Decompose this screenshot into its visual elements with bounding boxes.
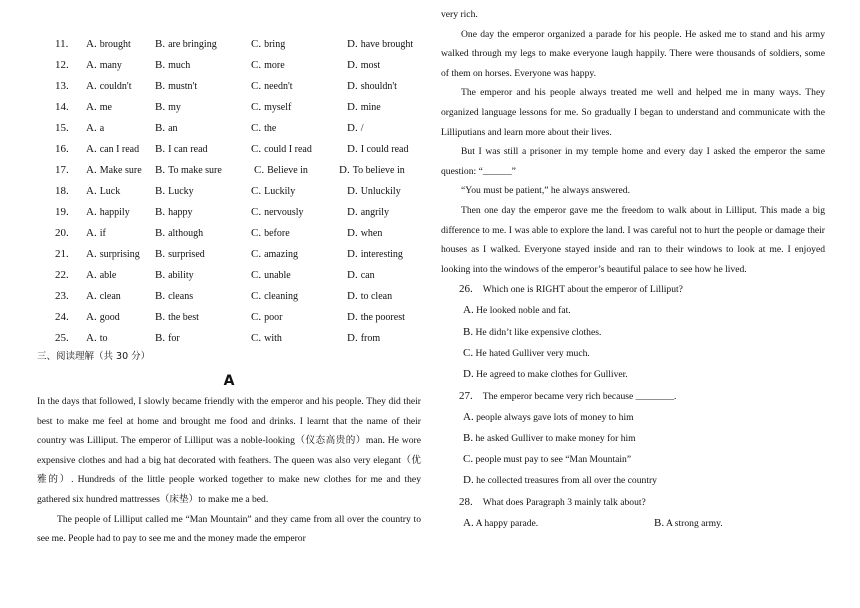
question-number: 17.: [55, 164, 69, 176]
option-a[interactable]: A. Make sure: [86, 164, 142, 176]
choice-26-a[interactable]: A. He looked noble and fat.: [463, 304, 571, 317]
option-a[interactable]: A. if: [86, 227, 106, 239]
question-27: [441, 386, 825, 407]
question-number: 21.: [55, 248, 69, 260]
option-d[interactable]: D. have brought: [347, 38, 414, 50]
option-a[interactable]: A. able: [86, 269, 117, 281]
question-26: [441, 279, 825, 300]
option-b[interactable]: B. an: [155, 122, 178, 134]
option-row: [37, 95, 421, 116]
paragraph: The emperor and his people always treated me well and helped me in many ways. They organized language lessons for me. So gradually I began to understand and communicate with the Lilliputians and learn more about their lives.: [441, 87, 825, 138]
question-number: 26.: [459, 283, 473, 296]
option-c[interactable]: C. Luckily: [251, 185, 296, 197]
option-a[interactable]: A. a: [86, 122, 105, 134]
question-number: 14.: [55, 101, 69, 113]
option-b[interactable]: B. much: [155, 59, 191, 71]
option-b[interactable]: B. mustn't: [155, 80, 198, 92]
choice-27-b[interactable]: B. he asked Gulliver to make money for him: [463, 431, 636, 444]
option-b[interactable]: B. To make sure: [155, 164, 222, 176]
option-d[interactable]: D. To believe in: [339, 164, 405, 176]
option-row: [37, 137, 421, 158]
option-d[interactable]: D. I could read: [347, 143, 409, 155]
option-b[interactable]: B. surprised: [155, 248, 205, 260]
paragraph: But I was still a prisoner in my temple home and every day I asked the emperor the same question: “______”: [441, 146, 825, 177]
option-b[interactable]: B. although: [155, 227, 204, 239]
option-row: [37, 242, 421, 263]
question-number: 20.: [55, 227, 69, 239]
question-number: 24.: [55, 311, 69, 323]
question-text: Which one is RIGHT about the emperor of Lilliput?: [482, 284, 683, 296]
option-d[interactable]: D. can: [347, 269, 375, 281]
choice-26-d[interactable]: D. He agreed to make clothes for Gulliver.: [463, 368, 628, 381]
question-number: 12.: [55, 59, 69, 71]
option-c[interactable]: C. before: [251, 227, 290, 239]
option-row: [37, 158, 421, 179]
option-d[interactable]: D. most: [347, 59, 381, 71]
paragraph: “You must be patient,” he always answered.: [461, 185, 631, 197]
option-row: [37, 116, 421, 137]
right-column: [441, 0, 825, 534]
question-number: 28.: [459, 495, 473, 508]
option-a[interactable]: A. many: [86, 59, 122, 71]
question-number: 16.: [55, 143, 69, 155]
option-a[interactable]: A. surprising: [86, 248, 140, 260]
left-column: [37, 0, 421, 549]
option-row: [37, 326, 421, 347]
choice-27-d[interactable]: D. he collected treasures from all over the country: [463, 474, 657, 487]
option-d[interactable]: D. Unluckily: [347, 185, 401, 197]
question-text: What does Paragraph 3 mainly talk about?: [482, 496, 646, 508]
choice-27-c[interactable]: C. people must pay to see “Man Mountain”: [463, 453, 632, 466]
option-c[interactable]: C. with: [251, 332, 282, 344]
option-b[interactable]: B. Lucky: [155, 185, 194, 197]
option-a[interactable]: A. can I read: [86, 143, 140, 155]
option-b[interactable]: B. for: [155, 332, 180, 344]
choices-28-row: [441, 513, 825, 534]
option-b[interactable]: B. cleans: [155, 290, 194, 302]
option-d[interactable]: D. mine: [347, 101, 381, 113]
paragraph-1: In the days that followed, I slowly became friendly with the emperor and his people. They did their best to make me feel at home and brought me food and drinks. I learnt that the name of their country was Lilliput. The emperor of Lilliput was a noble-looking（仪态高贵的）man. He wore expensive clothes and had a big hat decorated with feathers. The queen was also very elegant（优雅的）. Hundreds of the little people worked together to make new clothes for me and they gathered six hundred mattresses（床垫）to make me a bed.: [37, 396, 421, 505]
paragraph: One day the emperor organized a parade for his people. He asked me to stand and his army walked through my legs to make everyone laugh happily. There were thousands of soldiers, some of them on horses. Everyone was happy.: [441, 28, 825, 79]
paragraph-2: The people of Lilliput called me “Man Mountain” and they came from all over the country to see me. People had to pay to see me and the money made the emperor: [37, 513, 421, 545]
question-number: 23.: [55, 290, 69, 302]
option-d[interactable]: D. interesting: [347, 248, 403, 260]
question-number: 15.: [55, 122, 69, 134]
question-number: 18.: [55, 185, 69, 197]
question-text: The emperor became very rich because ________.: [482, 390, 677, 402]
option-d[interactable]: D. shouldn't: [347, 80, 397, 92]
option-c[interactable]: C. could I read: [251, 143, 312, 155]
option-c[interactable]: C. Believe in: [254, 164, 308, 176]
paragraph: Then one day the emperor gave me the freedom to walk about in Lilliput. This made a big difference to me. I was able to explore the land. I was careful not to hurt the people or damage their houses as I walked. Everyone stayed inside and ran to their windows to look at me. I enjoyed looking into the windows of the emperor’s beautiful palace to see how he lived.: [441, 204, 825, 275]
option-a[interactable]: A. good: [86, 311, 120, 323]
option-row: [37, 263, 421, 284]
option-d[interactable]: D. when: [347, 227, 383, 239]
option-a[interactable]: A. Luck: [86, 185, 121, 197]
option-a[interactable]: A. happily: [86, 206, 130, 218]
option-a[interactable]: A. brought: [86, 38, 131, 50]
option-c[interactable]: C. the: [251, 122, 277, 134]
section-title: 三、阅读理解（共 30 分）: [37, 351, 151, 362]
paragraph: very rich.: [441, 9, 478, 20]
option-a[interactable]: A. clean: [86, 290, 121, 302]
option-row: [37, 32, 421, 53]
option-a[interactable]: A. couldn't: [86, 80, 132, 92]
passage-title: A: [223, 373, 235, 389]
option-b[interactable]: B. I can read: [155, 143, 208, 155]
option-c[interactable]: C. more: [251, 59, 285, 71]
option-row: [37, 200, 421, 221]
option-a[interactable]: A. to: [86, 332, 108, 344]
option-c[interactable]: C. poor: [251, 311, 283, 323]
option-b[interactable]: B. ability: [155, 269, 194, 281]
option-b[interactable]: B. are bringing: [155, 38, 217, 50]
option-a[interactable]: A. me: [86, 101, 112, 113]
option-c[interactable]: C. cleaning: [251, 290, 298, 302]
option-c[interactable]: C. bring: [251, 38, 286, 50]
option-b[interactable]: B. the best: [155, 311, 199, 323]
option-c[interactable]: C. unable: [251, 269, 291, 281]
question-28: [441, 492, 825, 513]
question-number: 25.: [55, 332, 69, 344]
choice-26-c[interactable]: C. He hated Gulliver very much.: [463, 346, 590, 359]
option-d[interactable]: D. from: [347, 332, 381, 344]
option-c[interactable]: C. needn't: [251, 80, 293, 92]
option-d[interactable]: D. /: [347, 122, 364, 134]
option-c[interactable]: C. myself: [251, 101, 292, 113]
option-row: [37, 221, 421, 242]
choice-28-a[interactable]: A. A happy parade.: [463, 516, 539, 529]
option-b[interactable]: B. happy: [155, 206, 193, 218]
right-paragraphs: [441, 0, 825, 279]
option-d[interactable]: D. the poorest: [347, 311, 405, 323]
question-number: 11.: [55, 38, 69, 50]
choice-26-b[interactable]: B. He didn’t like expensive clothes.: [463, 325, 602, 338]
option-row: [37, 74, 421, 95]
option-c[interactable]: C. nervously: [251, 206, 304, 218]
options-list: [37, 0, 421, 347]
question-number: 19.: [55, 206, 69, 218]
option-d[interactable]: D. angrily: [347, 206, 390, 218]
option-row: [37, 284, 421, 305]
question-number: 27.: [459, 389, 473, 402]
option-c[interactable]: C. amazing: [251, 248, 298, 260]
option-b[interactable]: B. my: [155, 101, 181, 113]
choice-28-b[interactable]: B. A strong army.: [654, 516, 723, 529]
option-d[interactable]: D. to clean: [347, 290, 393, 302]
question-number: 22.: [55, 269, 69, 281]
option-row: [37, 179, 421, 200]
question-number: 13.: [55, 80, 69, 92]
choice-27-a[interactable]: A. people always gave lots of money to him: [463, 410, 634, 423]
option-row: [37, 53, 421, 74]
option-row: [37, 305, 421, 326]
